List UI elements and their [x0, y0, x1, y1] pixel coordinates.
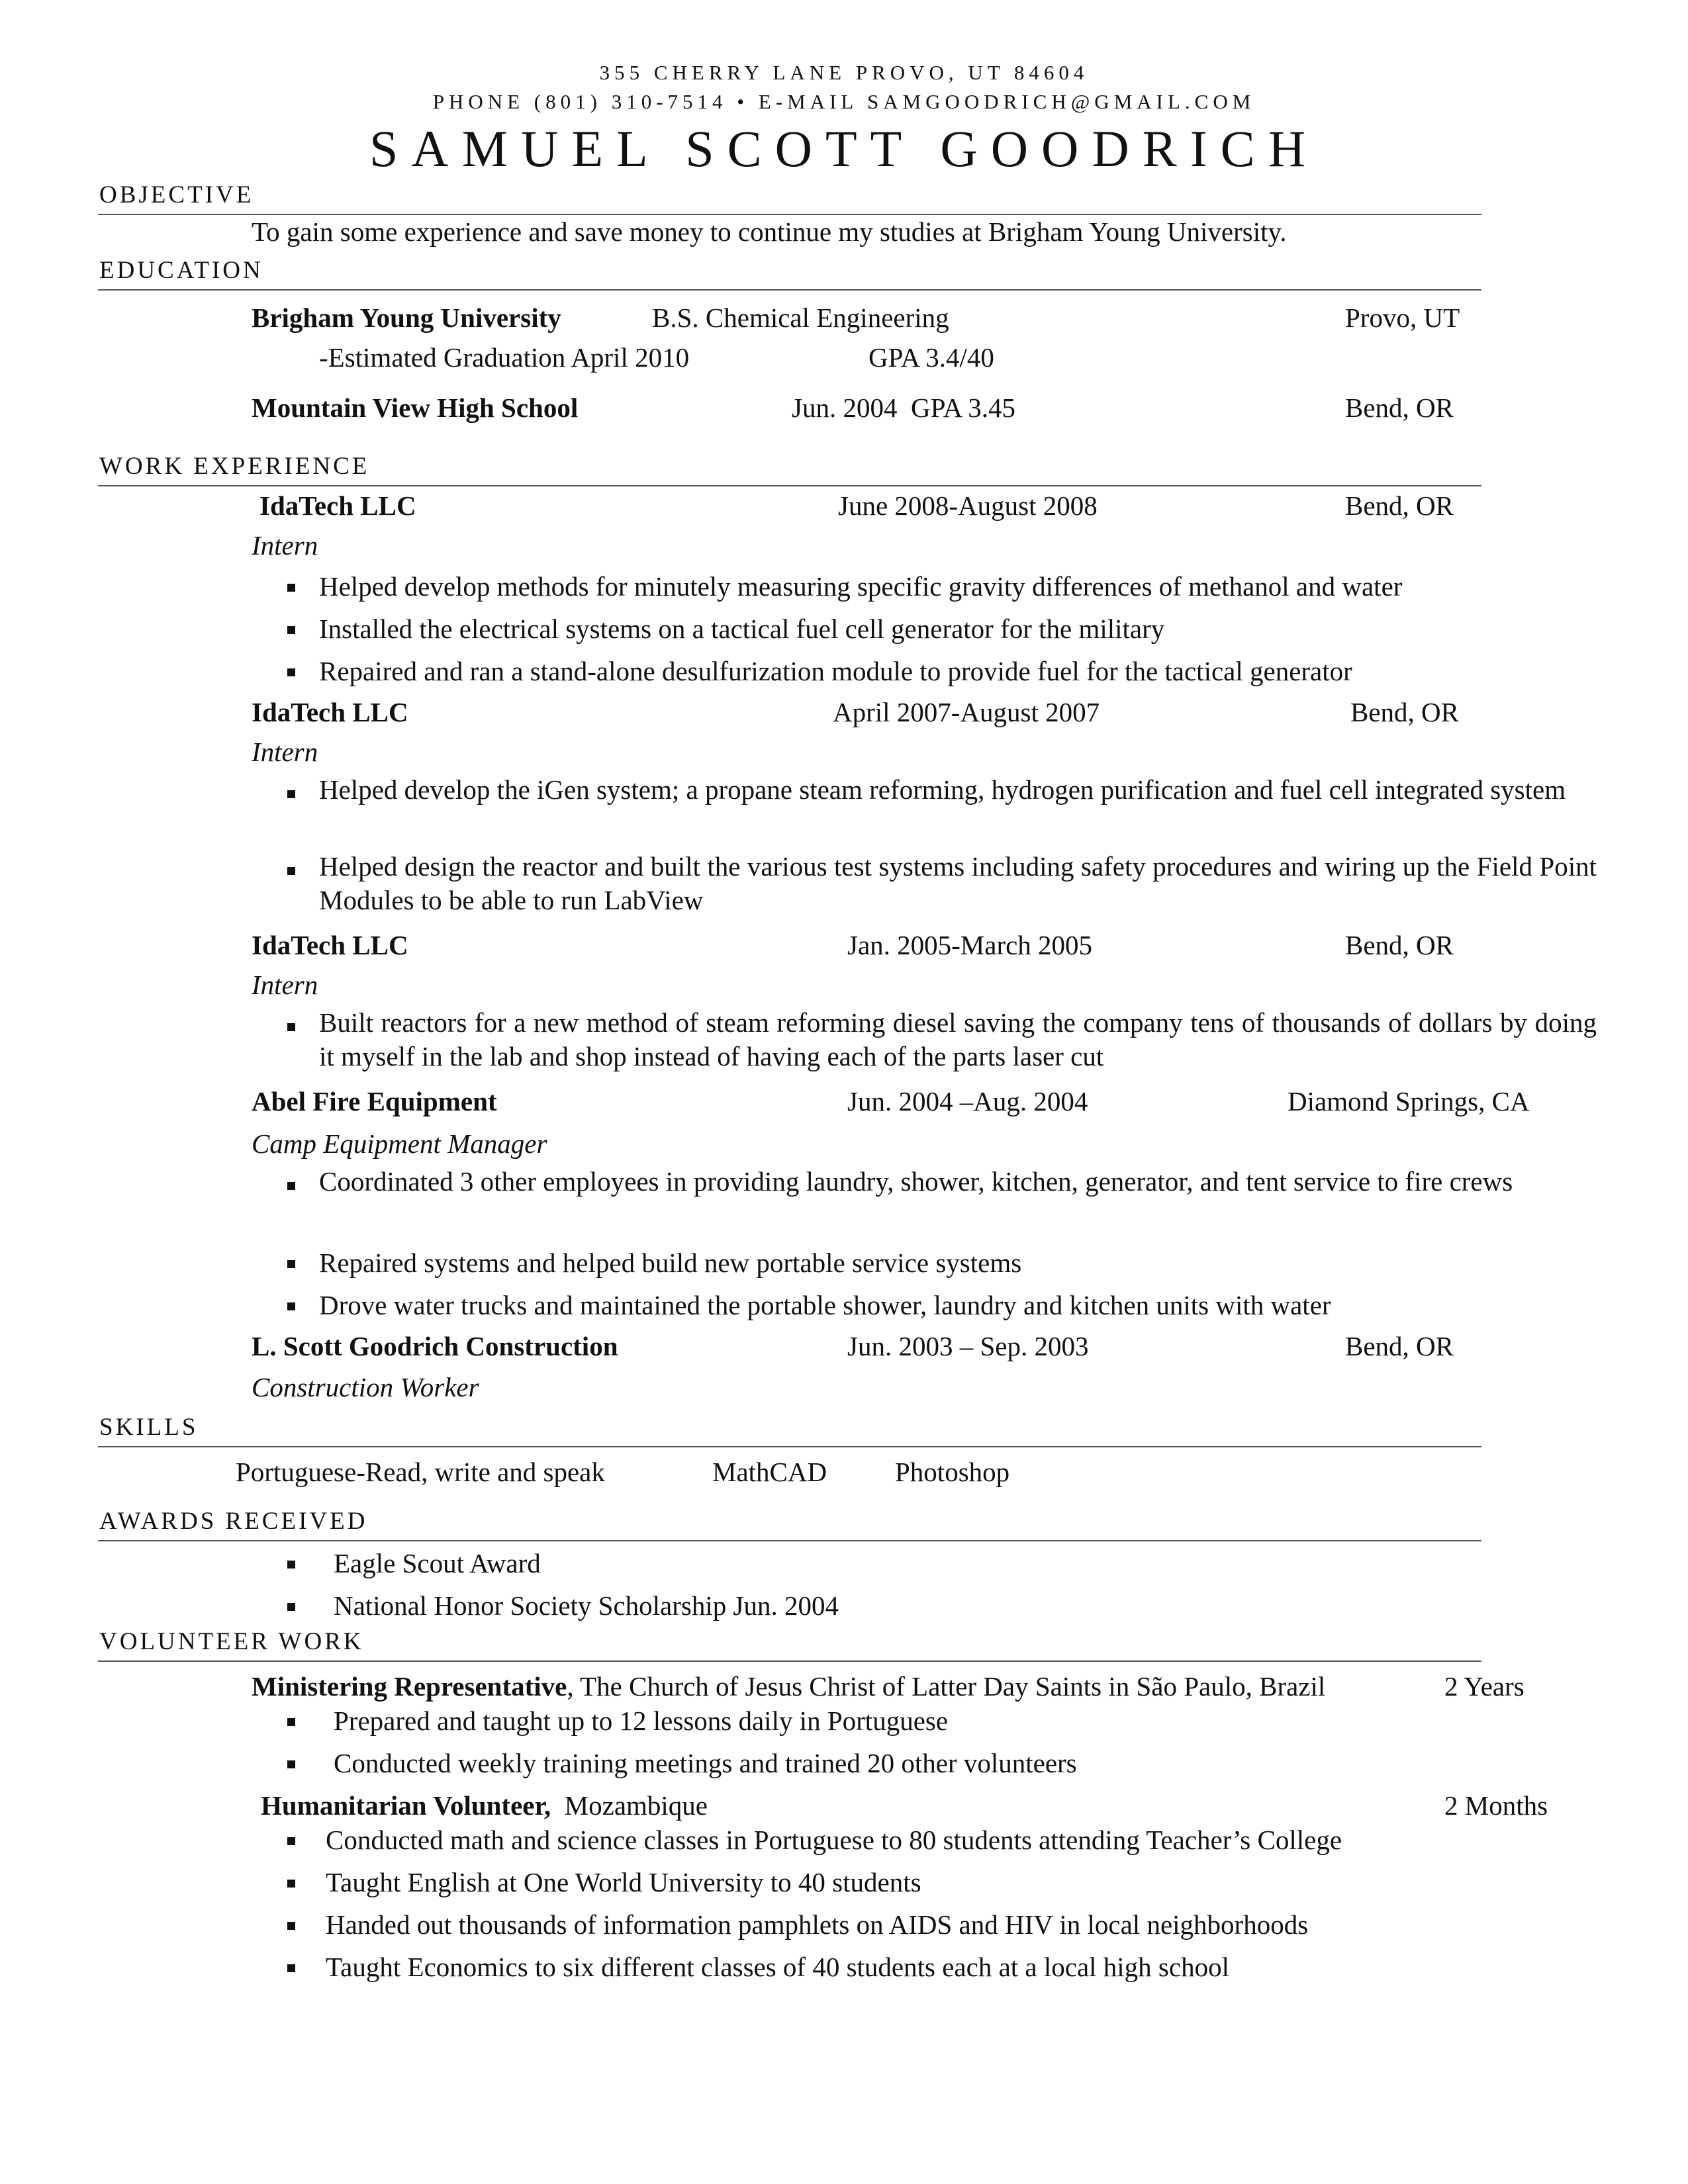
skill-item: MathCAD [712, 1457, 827, 1487]
bullet-icon [287, 1302, 295, 1310]
degree: B.S. Chemical Engineering [652, 302, 949, 333]
list-item: Coordinated 3 other employees in providing laundry, shower, kitchen, generator, and tent service to fire crews [319, 1166, 1513, 1197]
school-name: Brigham Young University [252, 302, 561, 333]
job-dates: June 2008-August 2008 [838, 490, 1098, 521]
bullet-icon [287, 1837, 295, 1845]
list-item: Prepared and taught up to 12 lessons daily in Portuguese [334, 1706, 949, 1736]
section-divider [98, 214, 1481, 215]
gpa: GPA 3.4/40 [868, 342, 994, 373]
list-item: Conducted weekly training meetings and trained 20 other volunteers [334, 1748, 1077, 1778]
list-item: Conducted math and science classes in Portuguese to 80 students attending Teacher’s College [326, 1825, 1342, 1855]
company-name: L. Scott Goodrich Construction [252, 1331, 618, 1361]
bullet-icon [287, 1964, 295, 1972]
company-name: IdaTech LLC [259, 490, 416, 521]
award-item: National Honor Society Scholarship Jun. 2004 [334, 1590, 839, 1621]
bullet-icon [287, 1182, 295, 1190]
bullet-icon [287, 867, 295, 875]
list-item: Repaired systems and helped build new portable service systems [319, 1248, 1022, 1278]
page-title: SAMUEL SCOTT GOODRICH [369, 120, 1319, 177]
section-heading-awards: AWARDS RECEIVED [99, 1508, 368, 1535]
list-item: Drove water trucks and maintained the portable shower, laundry and kitchen units with water [319, 1290, 1331, 1320]
bullet-icon [287, 790, 295, 798]
school-location: Bend, OR [1345, 392, 1454, 423]
bullet-icon [287, 626, 295, 634]
section-divider [98, 289, 1481, 291]
bullet-icon [287, 584, 295, 592]
graduation-note: -Estimated Graduation April 2010 [319, 342, 690, 373]
list-item: Helped develop methods for minutely measuring specific gravity differences of methanol and water [319, 571, 1403, 602]
job-title: Construction Worker [252, 1372, 479, 1402]
job-dates: Jun. 2003 – Sep. 2003 [847, 1331, 1089, 1361]
list-item: Built reactors for a new method of steam reforming diesel saving the company tens of thousands of dollars by doing it myself in the lab and shop instead of having each of the parts laser cut [319, 1007, 1597, 1071]
job-dates: Jun. 2004 –Aug. 2004 [847, 1086, 1088, 1116]
list-item: Taught Economics to six different classes of 40 students each at a local high school [326, 1952, 1229, 1982]
bullet-icon [287, 1603, 295, 1611]
list-item: Installed the electrical systems on a tactical fuel cell generator for the military [319, 614, 1165, 644]
list-item: Repaired and ran a stand-alone desulfurization module to provide fuel for the tactical generator [319, 656, 1352, 686]
volunteer-org: , The Church of Jesus Christ of Latter Day Saints in São Paulo, Brazil [567, 1671, 1326, 1702]
address-line: 355 CHERRY LANE PROVO, UT 84604 [599, 61, 1089, 84]
job-location: Bend, OR [1350, 697, 1459, 727]
bullet-icon [287, 1922, 295, 1930]
skill-item: Portuguese-Read, write and speak [236, 1457, 605, 1487]
job-title: Intern [252, 530, 318, 561]
section-heading-objective: OBJECTIVE [99, 181, 254, 208]
company-name: IdaTech LLC [252, 697, 408, 727]
bullet-icon [287, 1260, 295, 1268]
skill-item: Photoshop [895, 1457, 1010, 1487]
objective-text: To gain some experience and save money to continue my studies at Brigham Young University. [252, 216, 1287, 247]
bullet-icon [287, 1880, 295, 1888]
section-heading-education: EDUCATION [99, 257, 263, 284]
volunteer-role-line [261, 1792, 708, 1819]
bullet-icon [287, 1561, 295, 1569]
volunteer-duration: 2 Years [1444, 1671, 1524, 1702]
list-item: Handed out thousands of information pamphlets on AIDS and HIV in local neighborhoods [326, 1909, 1309, 1940]
list-item: Helped design the reactor and built the various test systems including safety procedures and wiring up the Field Point Modules to be able to run LabView [319, 851, 1597, 915]
list-item: Helped develop the iGen system; a propane steam reforming, hydrogen purification and fuel cell integrated system [319, 774, 1566, 805]
section-heading-volunteer: VOLUNTEER WORK [99, 1628, 364, 1655]
volunteer-duration: 2 Months [1444, 1790, 1548, 1821]
job-dates: Jan. 2005-March 2005 [847, 930, 1093, 960]
contact-line: PHONE (801) 310-7514 • E-MAIL SAMGOODRICH@GMAIL.COM [432, 90, 1256, 113]
volunteer-org: Mozambique [564, 1790, 708, 1821]
award-item: Eagle Scout Award [334, 1548, 541, 1578]
school-name: Mountain View High School [252, 392, 579, 423]
job-location: Bend, OR [1345, 1331, 1454, 1361]
job-title: Intern [252, 970, 318, 1000]
section-divider [98, 1661, 1481, 1662]
job-title: Camp Equipment Manager [252, 1128, 547, 1159]
volunteer-role: Humanitarian Volunteer, [261, 1790, 551, 1821]
section-divider [98, 485, 1481, 486]
volunteer-role-line [252, 1673, 1325, 1700]
section-divider [98, 1540, 1481, 1541]
bullet-icon [287, 668, 295, 676]
school-location: Provo, UT [1345, 302, 1460, 333]
company-name: IdaTech LLC [252, 930, 408, 960]
volunteer-role: Ministering Representative [252, 1671, 567, 1702]
job-location: Bend, OR [1345, 490, 1454, 521]
section-divider [98, 1446, 1481, 1447]
job-dates: April 2007-August 2007 [833, 697, 1100, 727]
job-location: Bend, OR [1345, 930, 1454, 960]
job-location: Diamond Springs, CA [1288, 1086, 1530, 1116]
job-title: Intern [252, 737, 318, 767]
graduation-gpa: Jun. 2004 GPA 3.45 [792, 392, 1015, 423]
bullet-icon [287, 1023, 295, 1031]
section-heading-skills: SKILLS [99, 1414, 199, 1441]
section-heading-work-experience: WORK EXPERIENCE [99, 453, 370, 480]
list-item: Taught English at One World University to 40 students [326, 1867, 921, 1897]
company-name: Abel Fire Equipment [252, 1086, 497, 1116]
bullet-icon [287, 1718, 295, 1726]
bullet-icon [287, 1760, 295, 1768]
